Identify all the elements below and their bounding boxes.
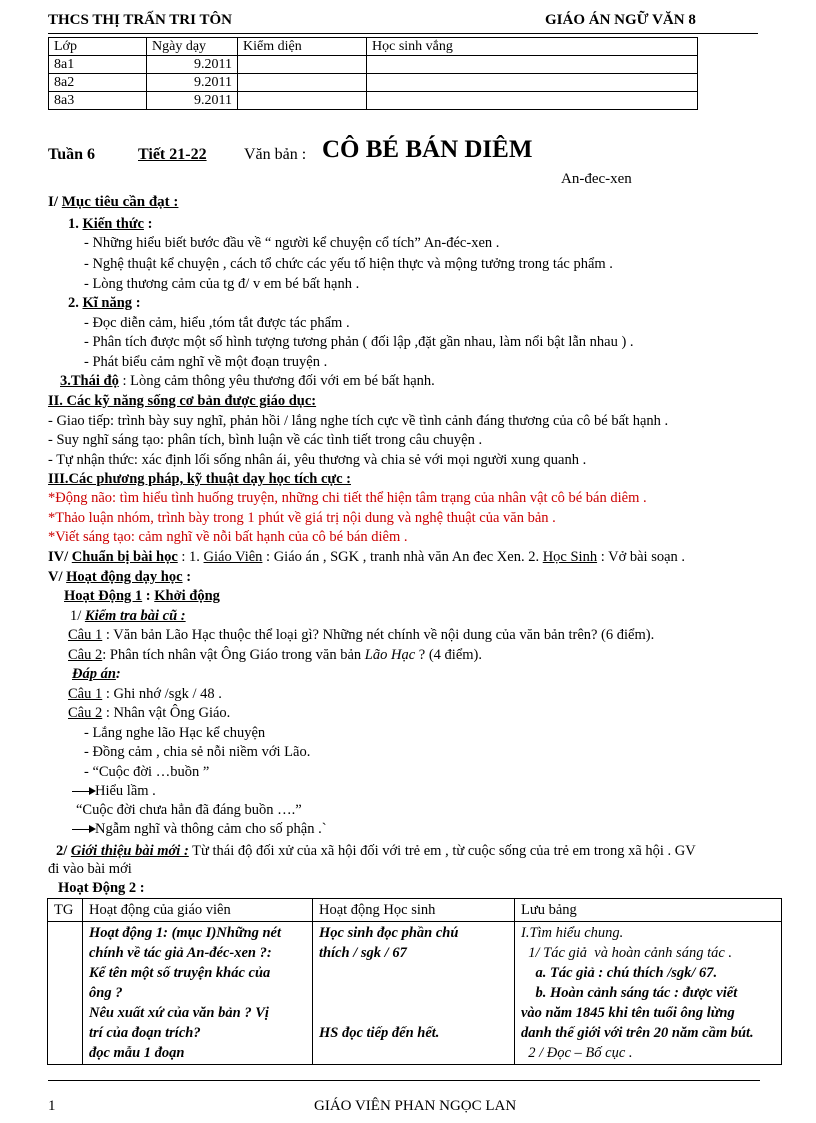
footer-teacher: GIÁO VIÊN PHAN NGỌC LAN xyxy=(314,1098,517,1114)
answer-label: Đáp án xyxy=(72,666,116,682)
objectives-number: I/ xyxy=(48,194,59,210)
answer-1 xyxy=(68,686,222,703)
list-item: 2 / Đọc – Bố cục . xyxy=(521,1045,633,1061)
list-item: chính về tác giả An-đéc-xen ?: xyxy=(89,945,272,961)
col-student-activity: Hoạt động Học sinh xyxy=(313,899,515,922)
attendance-cell xyxy=(238,92,367,110)
attendance-cell xyxy=(238,56,367,74)
activity-table-header xyxy=(48,899,782,922)
arrow-point-text: Ngẫm nghĩ và thông cảm cho số phận .` xyxy=(95,821,327,837)
date-cell: 9.2011 xyxy=(147,74,238,92)
date-cell: 9.2011 xyxy=(147,92,238,110)
skills-number: 2. xyxy=(68,295,79,311)
activity-1-label: Hoạt Động 1 xyxy=(64,588,143,604)
knowledge-heading xyxy=(68,216,152,233)
table-row xyxy=(48,922,782,1065)
class-cell: 8a2 xyxy=(49,74,147,92)
knowledge-item: - Những hiểu biết bước đầu về “ người kể chuyện cổ tích” An-đéc-xen . xyxy=(84,235,500,251)
question-1-text: : Văn bản Lão Hạc thuộc thể loại gì? Những nét chính về nội dung của văn bản trên? (6 điểm). xyxy=(102,627,655,643)
knowledge-colon: : xyxy=(143,216,153,232)
methods-item: *Động não: tìm hiểu tình huống truyện, những chi tiết thể hiện tâm trạng của nhân vật cô bé bán diêm . xyxy=(48,490,647,506)
old-lesson-check-heading xyxy=(70,608,186,625)
question-1-label: Câu 1 xyxy=(68,627,103,643)
skills-label: Kĩ năng xyxy=(82,295,133,311)
list-item: b. Hoàn cảnh sáng tác : được viết xyxy=(521,985,738,1001)
activities-number: V/ xyxy=(48,569,63,585)
board-notes-cell xyxy=(515,922,782,1065)
list-item: ông ? xyxy=(89,985,123,1001)
col-absent: Học sinh vắng xyxy=(367,38,698,56)
answer-2-text: : Nhân vật Ông Giáo. xyxy=(102,705,231,721)
life-skills-heading: II. Các kỹ năng sống cơ bản được giáo dục: xyxy=(48,393,317,409)
activity-1-colon: : xyxy=(142,588,155,604)
week-label: Tuần 6 xyxy=(48,146,95,163)
question-1 xyxy=(68,627,654,644)
answer-1-label: Câu 1 xyxy=(68,686,103,702)
col-teacher-activity: Hoạt động của giáo viên xyxy=(83,899,313,922)
list-item: HS đọc tiếp đến hết. xyxy=(319,1025,440,1041)
answer-2-point: “Cuộc đời chưa hẳn đã đáng buồn ….” xyxy=(76,802,302,818)
methods-item: *Thảo luận nhóm, trình bày trong 1 phút về giá trị nội dung và nghệ thuật của văn bản . xyxy=(48,510,556,526)
list-item: Kể tên một số truyện khác của xyxy=(89,965,271,981)
col-time: TG xyxy=(48,899,83,922)
list-item: vào năm 1845 khi tên tuổi ông lừng xyxy=(521,1005,735,1021)
answer-heading xyxy=(72,666,121,683)
skills-colon: : xyxy=(132,295,141,311)
date-cell: 9.2011 xyxy=(147,56,238,74)
answer-2 xyxy=(68,705,230,722)
prep-label: Chuẩn bị bài học xyxy=(71,549,178,565)
question-2-label: Câu 2 xyxy=(68,647,103,663)
intro-text: Từ thái độ đối xử của xã hội đối với trẻ em , từ cuộc sống của trẻ em trong xã hội . GV xyxy=(188,843,696,859)
list-item: I.Tìm hiểu chung. xyxy=(521,925,624,941)
footer-rule xyxy=(48,1080,760,1081)
activities-heading xyxy=(48,569,191,586)
skills-heading xyxy=(68,295,141,312)
answer-colon: : xyxy=(115,666,121,682)
teacher-activity-cell xyxy=(83,922,313,1065)
page-number: 1 xyxy=(48,1098,56,1114)
attendance-header-row xyxy=(49,38,698,56)
header-rule xyxy=(48,33,758,34)
class-cell: 8a1 xyxy=(49,56,147,74)
answer-2-point: - “Cuộc đời …buồn ” xyxy=(84,764,210,780)
intro-number: 2/ xyxy=(56,843,71,859)
time-cell xyxy=(48,922,83,1065)
arrow-right-icon xyxy=(72,829,94,830)
absent-cell xyxy=(367,56,698,74)
objectives-title: Mục tiêu cần đạt : xyxy=(61,194,179,210)
list-item: Học sinh đọc phần chú xyxy=(319,925,459,941)
list-item: 1/ Tác giả và hoàn cảnh sáng tác . xyxy=(521,945,733,961)
page-title: CÔ BÉ BÁN DIÊM xyxy=(322,136,533,163)
methods-item: *Viết sáng tạo: cảm nghĩ về nỗi bất hạnh của cô bé bán diêm . xyxy=(48,529,408,545)
table-row xyxy=(49,74,698,92)
list-item: a. Tác giả : chú thích /sgk/ 67. xyxy=(521,965,718,981)
col-date: Ngày dạy xyxy=(147,38,238,56)
table-row xyxy=(49,92,698,110)
methods-heading: III.Các phương pháp, kỹ thuật dạy học tích cực : xyxy=(48,471,351,487)
class-cell: 8a3 xyxy=(49,92,147,110)
intro-line-2: đi vào bài mới xyxy=(48,861,132,877)
col-class: Lớp xyxy=(49,38,147,56)
list-item: Hoạt động 1: (mục I)Những nét xyxy=(89,925,281,941)
attitude-text: : Lòng cảm thông yêu thương đối với em bé bất hạnh. xyxy=(118,373,435,389)
activity-1-name: Khởi động xyxy=(154,588,220,604)
spacer xyxy=(319,963,508,1023)
intro-line xyxy=(56,843,696,860)
life-skills-item: - Tự nhận thức: xác định lối sống nhân ái, yêu thương và chia sẻ với mọi người xung quanh . xyxy=(48,452,587,468)
answer-1-text: : Ghi nhớ /sgk / 48 . xyxy=(102,686,222,702)
knowledge-item: - Nghệ thuật kể chuyện , cách tổ chức các yếu tố hiện thực và mộng tưởng trong tác phẩm . xyxy=(84,256,613,272)
preparation-line xyxy=(48,549,685,566)
table-row xyxy=(49,56,698,74)
author-name: An-đec-xen xyxy=(561,171,632,187)
activities-title: Hoạt động dạy học xyxy=(66,569,183,585)
life-skills-item: - Suy nghĩ sáng tạo: phân tích, bình luận về các tình tiết trong câu chuyện . xyxy=(48,432,483,448)
list-item: thích / sgk / 67 xyxy=(319,945,407,961)
check-label: Kiểm tra bài cũ : xyxy=(84,608,186,624)
attendance-table xyxy=(48,37,698,110)
activity-1-heading xyxy=(64,588,220,605)
prep-number: IV/ xyxy=(48,549,69,565)
knowledge-number: 1. xyxy=(68,216,79,232)
attendance-cell xyxy=(238,74,367,92)
answer-2-point xyxy=(72,821,327,838)
activities-colon: : xyxy=(182,569,192,585)
list-item: Nêu xuất xứ của văn bản ? Vị xyxy=(89,1005,269,1021)
answer-2-point: - Lắng nghe lão Hạc kể chuyện xyxy=(84,725,266,741)
list-item: trí của đoạn trích? xyxy=(89,1025,201,1041)
prep-teacher-label: Giáo Viên xyxy=(203,549,263,565)
activity-table xyxy=(47,898,782,1065)
question-2-work-title: Lão Hạc xyxy=(364,647,416,663)
text-label: Văn bản : xyxy=(244,146,307,163)
prep-text: : Vở bài soạn . xyxy=(597,549,686,565)
absent-cell xyxy=(367,74,698,92)
skills-item: - Đọc diễn cảm, hiểu ,tóm tắt được tác phẩm . xyxy=(84,315,350,331)
prep-student-label: Học Sinh xyxy=(542,549,598,565)
list-item: đọc mẫu 1 đoạn xyxy=(89,1045,185,1061)
activity-2-heading: Hoạt Động 2 : xyxy=(58,880,145,896)
list-item: danh thế giới với trên 20 năm cầm bút. xyxy=(521,1025,754,1041)
arrow-right-icon xyxy=(72,791,94,792)
skills-item: - Phân tích được một số hình tượng tương phản ( đối lập ,đặt gần nhau, làm nổi bật lẫn nhau ) . xyxy=(84,334,634,350)
objectives-heading xyxy=(48,194,178,211)
life-skills-item: - Giao tiếp: trình bày suy nghĩ, phản hồi / lắng nghe tích cực về tình cảnh đáng thương của cô bé bất hạnh . xyxy=(48,413,669,429)
intro-label: Giới thiệu bài mới : xyxy=(70,843,189,859)
question-2-points: ? (4 điểm). xyxy=(415,647,482,663)
student-activity-cell xyxy=(313,922,515,1065)
check-number: 1/ xyxy=(70,608,85,624)
attitude-label: 3.Thái độ xyxy=(60,373,119,389)
absent-cell xyxy=(367,92,698,110)
question-2-text: : Phân tích nhân vật Ông Giáo trong văn bản xyxy=(102,647,365,663)
document-subject: GIÁO ÁN NGỮ VĂN 8 xyxy=(545,12,696,28)
skills-item: - Phát biểu cảm nghĩ về một đoạn truyện . xyxy=(84,354,328,370)
knowledge-label: Kiến thức xyxy=(82,216,144,232)
school-name: THCS THỊ TRẤN TRI TÔN xyxy=(48,12,232,28)
answer-2-label: Câu 2 xyxy=(68,705,103,721)
col-attendance: Kiểm diện xyxy=(238,38,367,56)
period-label: Tiết 21-22 xyxy=(138,146,207,163)
knowledge-item: - Lòng thương cảm của tg đ/ v em bé bất hạnh . xyxy=(84,276,360,292)
prep-text: : Giáo án , SGK , tranh nhà văn An đec Xen. 2. xyxy=(262,549,543,565)
answer-2-point xyxy=(72,783,156,800)
arrow-point-text: Hiểu lầm . xyxy=(95,783,156,799)
answer-2-point: - Đồng cảm , chia sẻ nỗi niềm với Lão. xyxy=(84,744,311,760)
question-2 xyxy=(68,647,482,664)
col-board-notes: Lưu bảng xyxy=(515,899,782,922)
prep-text: : 1. xyxy=(177,549,204,565)
attitude-line xyxy=(60,373,435,390)
